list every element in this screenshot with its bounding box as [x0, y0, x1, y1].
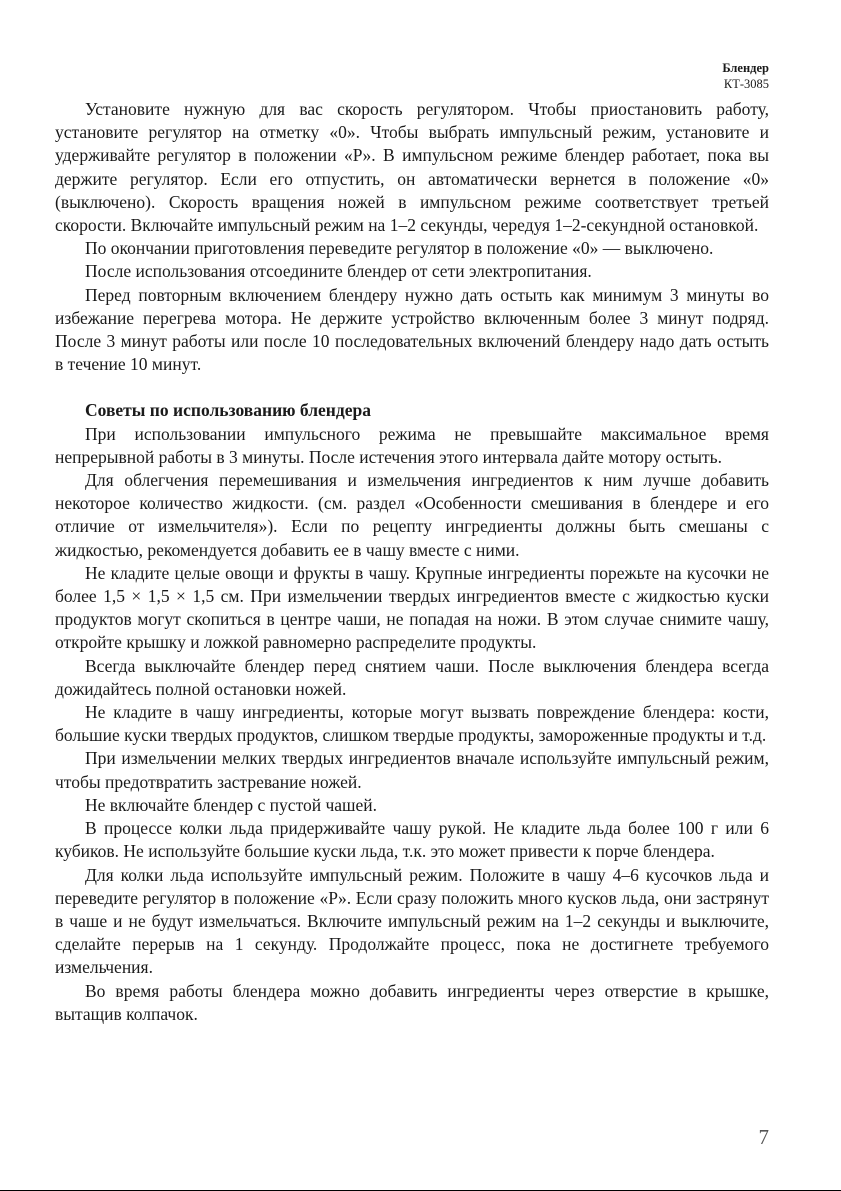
paragraph: Для облегчения перемешивания и измельчения ингредиентов к ним лучше добавить некоторое количество жидкости. (см. раздел «Особенности смешивания в блендере и его отличие от измельчителя»). Если по рецепту ингредиенты должны быть смешаны с жидкостью, рекомендуется добавить ее в чашу вместе с ними. — [55, 470, 769, 560]
page-header — [722, 60, 769, 92]
paragraph: Для колки льда используйте импульсный режим. Положите в чашу 4–6 кусочков льда и переведите регулятор в положение «P». Если сразу положить много кусков льда, они застрянут в чаше и не будут измельчаться. Включите импульсный режим на 1–2 секунды и выключите, сделайте перерыв на 1 секунду. Продолжайте процесс, пока не достигнете требуемого измельчения. — [55, 864, 769, 978]
paragraph: При использовании импульсного режима не превышайте максимальное время непрерывной работы в 3 минуты. После истечения этого интервала дайте мотору остыть. — [55, 423, 769, 467]
section-gap — [55, 376, 769, 399]
paragraph: По окончании приготовления переведите регулятор в положение «0» — выключено. — [85, 238, 714, 259]
page-content — [55, 98, 769, 1026]
product-model: КТ-3085 — [723, 77, 769, 91]
paragraph: В процессе колки льда придерживайте чашу рукой. Не кладите льда более 100 г или 6 кубиков. Не используйте большие куски льда, т.к. это может привести к порче блендера. — [55, 818, 769, 862]
paragraph: Установите нужную для вас скорость регулятором. Чтобы приостановить работу, установите регулятор на отметку «0». Чтобы выбрать импульсный режим, установите и удерживайте регулятор в положении «P». В импульсном режиме блендер работает, пока вы держите регулятор. Если его отпустить, он автоматически вернется в положение «0» (выключено). Скорость вращения ножей в импульсном режиме соответствует третьей скорости. Включайте импульсный режим на 1–2 секунды, чередуя 1–2-секундной остановкой. — [55, 99, 769, 236]
product-name: Блендер — [722, 61, 769, 75]
paragraph: Не включайте блендер с пустой чашей. — [85, 794, 378, 815]
paragraph: Не кладите в чашу ингредиенты, которые могут вызвать повреждение блендера: кости, большие куски твердых продуктов, слишком твердые продукты, замороженные продукты и т.д. — [55, 702, 769, 746]
section-title: Советы по использованию блендера — [85, 400, 371, 421]
paragraph: После использования отсоедините блендер от сети электропитания. — [85, 261, 592, 282]
paragraph: Не кладите целые овощи и фрукты в чашу. Крупные ингредиенты порежьте на кусочки не более 1,5 × 1,5 × 1,5 см. При измельчении твердых ингредиентов вместе с жидкостью куски продуктов могут скопиться в центре чаши, не попадая на ножи. В этом случае снимите чашу, откройте крышку и ложкой равномерно распределите продукты. — [55, 562, 769, 653]
paragraph: При измельчении мелких твердых ингредиентов вначале используйте импульсный режим, чтобы предотвратить застревание ножей. — [55, 748, 769, 792]
paragraph: Во время работы блендера можно добавить ингредиенты через отверстие в крышке, вытащив колпачок. — [55, 980, 769, 1024]
page-number: 7 — [758, 1125, 769, 1149]
paragraph: Всегда выключайте блендер перед снятием чаши. После выключения блендера всегда дожидайтесь полной остановки ножей. — [55, 655, 769, 699]
paragraph: Перед повторным включением блендеру нужно дать остыть как минимум 3 минуты во избежание перегрева мотора. Не держите устройство включенным более 3 минут подряд. После 3 минут работы или после 10 последовательных включений блендеру надо дать остыть в течение 10 минут. — [55, 284, 769, 375]
